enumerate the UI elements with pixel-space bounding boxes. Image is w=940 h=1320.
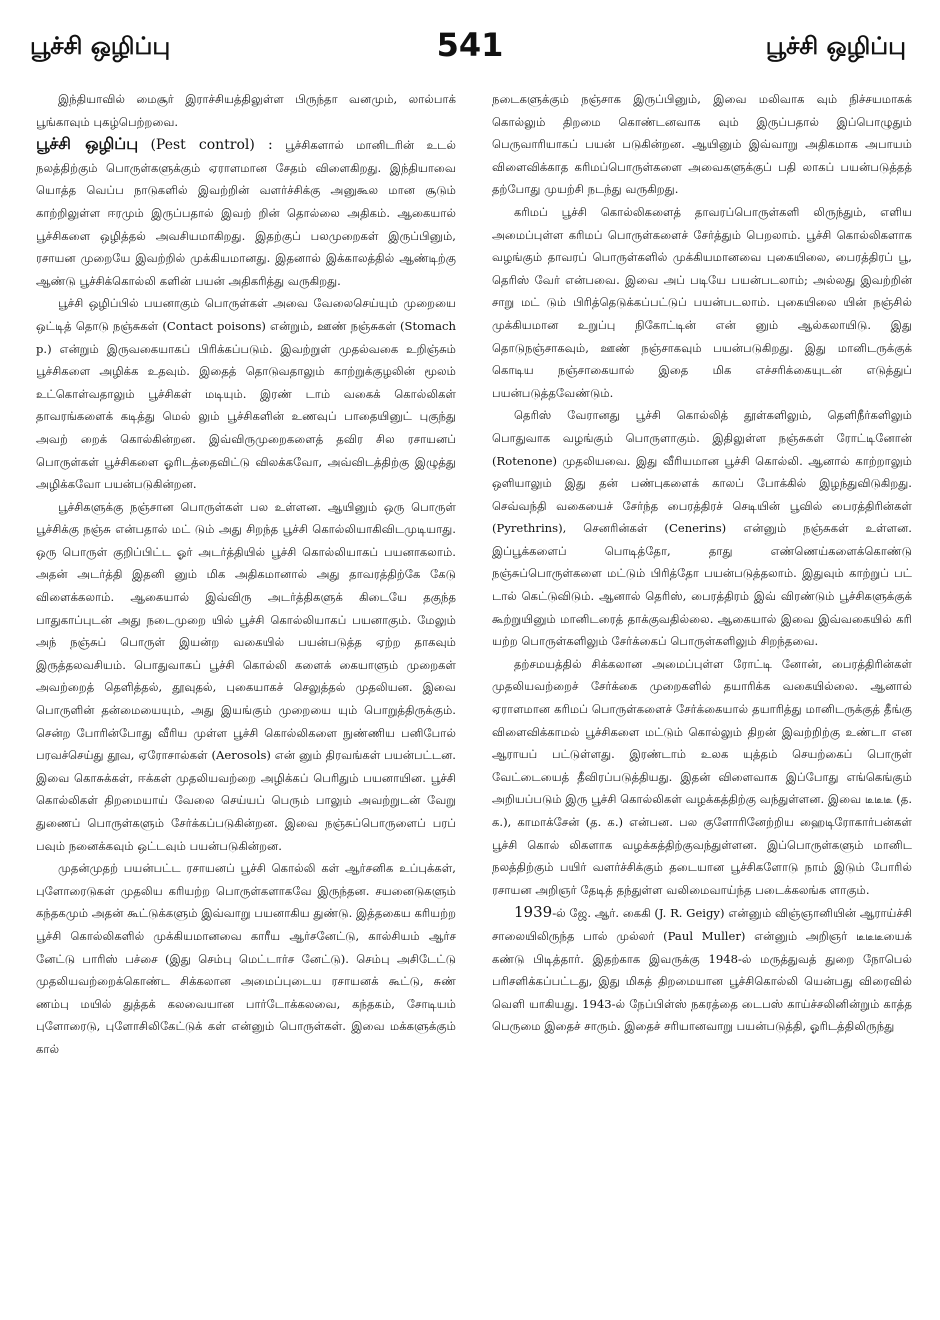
entry-paragraph (36, 133, 456, 292)
intro-paragraph: இந்தியாவில் மைசூர் இராச்சியத்திலுள்ள பிருந்தா வனமும், லால்பாக் பூங்காவும் புகழ்பெற்றவை. (36, 92, 456, 129)
paragraph-early-pesticides: முதன்முதற் பயன்பட்ட ரசாயனப் பூச்சி கொல்லி கள் ஆர்சனிக உப்புக்கள், புளோரைடுகள் முதலிய கரியற்ற பொருள்களாகவே இருந்தன. சயனைடுகளும் கந்தகமும் அதன் கூட்டுக்களும் இவ்வாறு பயனாகிய துண்டு. இத்தகைய கரியற்ற பூச்சி கொல்லிகளில் முக்கியமானவை காரீய ஆர்சனேட்டு, கால்சியம் ஆர்ச னேட்டு பாரிஸ் பச்சை (இது செம்பு மெட்டார்ச னேட்டு). செம்பு அசிடேட்டு முதலியவற்றைக்கொண்ட சிக்கலான அமைப்புடைய ரசாயனக் கூட்டு, சுண் ணம்பு மயில் துத்தக் கலவையான பார்டோக்கலவை, கந்தகம், சோடியம் புளோரைடு, புளோசிலிகேட்டுக் கள் என்னும் பொருள்கள். இவை மக்களுக்கும் கால் (36, 861, 456, 1056)
entry-text: பூச்சிகளால் மானிடரின் உடல் நலத்திற்கும் பொருள்களுக்கும் ஏராளமான சேதம் விளைகிறது. இந்தியாவை யொத்த வெப்ப நாடுகளில் இவற்றின் வளர்ச்சிக்கு அனுகூல மான சூடும் காற்றிலுள்ள ஈரமும் இருப்பதால் இவற் றின் தொல்லை அதிகம். ஆகையால் பூச்சிகளை ஒழித்தல் அவசியமாகிறது. இதற்குப் பலமுறைகள் இருப்பினும், ரசாயன முறையே இவற்றில் முக்கியமானது. இதனால் இக்காலத்தில் ஆண்டிற்கு ஆண்டு பூச்சிக்கொல்லி களின் பயன் அதிகரித்து வருகிறது. (36, 138, 456, 288)
paragraph-synthetic: தற்சமயத்தில் சிக்கலான அமைப்புள்ள ரோட்டி னோன், பைரத்திரின்கள் முதலியவற்றைச் சேர்க்கை முறைகளில் தயாரிக்க வகையில்லை. ஆனால் ஏராளமான கரிமப் பொருள்களைச் சேர்க்கையால் தயாரித்து மானிடருக்குத் தீங்கு விளைவிக்காமல் பூச்சிகளை மட்டும் கொல்லும் திறன் இவற்றிற்கு உண்டா என ஆராயப் பட்டுள்ளது. இரண்டாம் உலக யுத்தம் செயற்கைப் பொருள் வேட்டையைத் தீவிரப்படுத்தியது. இதன் விளைவாக இப்போது எங்கெங்கும் அறியப்படும் இரு பூச்சி கொல்லிகள் வழக்கத்திற்கு வந்துள்ளன. இவை டீடீடீ (த. க.), காமாக்சேன் (த. க.) என்பன. பல குளோரினேற்றிய ஹைடிரோகார்பன்கள் பூச்சி கொல் லிகளாக வழக்கத்திற்குவந்துள்ளன. இப்பொருள்களும் மானிட நலத்திற்கும் பயிர் வளர்ச்சிக்கும் தடையான பூச்சிகளோடு நாம் இடும் போரில் ரசாயன அறிஞர் தேடித் தந்துள்ள வலிமைவாய்ந்த படைக்கலங்க ளாகும். (492, 656, 912, 897)
paragraph-poison-types: பூச்சி ஒழிப்பில் பயனாகும் பொருள்கள் அவை வேலைசெய்யும் முறையை ஒட்டித் தொடு நஞ்சுகள் (Contact poisons) என்றும், ஊண் நஞ்சுகள் (Stomach p.) என்றும் இருவகையாகப் பிரிக்கப்படும். இவற்றுள் முதல்வகை உறிஞ்சும் பூச்சிகளை அழிக்க உதவும். இதைத் தொடுவதாலும் காற்றுக்குழலின் மூலம் உட்கொள்வதாலும் பூச்சிகள் மடியும். இரண் டாம் வகைக் கொல்லிகள் தாவரங்களைக் கடித்து மெல் லும் பூச்சிகளின் உணவுப் பாதையினுட் புகுந்து அவற் றைக் கொல்கின்றன. இவ்விருமுறைகளைத் தவிர சில ரசாயனப் பொருள்கள் பூச்சிகளை ஓரிடத்தைவிட்டு விலக்கவோ, அவ்விடத்திற்கு இழுத்து அழிக்கவோ பயன்படுகின்றன. (36, 296, 456, 492)
right-column (492, 88, 912, 1320)
paragraph-organic-pesticides: கரிமப் பூச்சி கொல்லிகளைத் தாவரப்பொருள்களி லிருந்தும், எளிய அமைப்புள்ள கரிமப் பொருள்களைச் சேர்த்தும் பெறலாம். பூச்சி கொல்லிகளாக வழங்கும் தாவரப் பொருள்களில் முக்கியமானவை புகையிலை, பைரத்திரப் பூ, தெரிஸ் வேர் என்பவை. இவை அப் படியே பயன்படலாம்; அல்லது இவற்றின் சாறு மட் டும் பிரித்தெடுக்கப்பட்டுப் பயன்படலாம். புகையிலை யின் நஞ்சில் முக்கியமான உறுப்பு நிகோட்டின் என் னும் ஆல்கலாயிடு. இது தொடுநஞ்சாகவும், ஊண் நஞ்சாகவும் பயன்படுகிறது. இது மானிடருக்குக் கொடிய நஞ்சாகையால் இதை மிக எச்சரிக்கையுடன் எடுத்துப் பயன்படுத்தவேண்டும். (492, 204, 912, 400)
page-number: 541 (436, 26, 504, 64)
running-head-left: பூச்சி ஒழிப்பு (30, 32, 171, 60)
paragraph-derris-pyrethrum: தெரிஸ் வேரானது பூச்சி கொல்லித் தூள்களிலும், தெளிநீர்களிலும் பொதுவாக வழங்கும் பொருளாகும். இதிலுள்ள நஞ்சுகள் ரோட்டினோன் (Rotenone) முதலியவை. இது வீரியமான பூச்சி கொல்லி. ஆனால் காற்றாலும் ஒளியாலும் இது தன் பண்புகளைக் காலப் போக்கில் இழந்துவிடுகிறது. செவ்வந்தி வகையைச் சேர்ந்த பைரத்திரச் செடியின் பூவில் பைரத்திரின்கள் (Pyrethrins), செனரின்கள் (Cenerins) என்னும் நஞ்சுகள் உள்ளன. இப்பூக்களைப் பொடித்தோ, தாது எண்ணெய்களைக்கொண்டு நஞ்சுப்பொருள்களை மட்டும் பிரித்தோ பயன்படுத்தலாம். இதுவும் காற்றுப் பட் டால் கெட்டுவிடும். ஆனால் தெரிஸ், பைரத்திரம் இவ் விரண்டும் பூச்சிகளுக்குக் கூற்றுயினும் மானிடரைத் தாக்குவதில்லை. ஆகையால் இவை இவ்வகையில் கரி யற்ற பொருள்களிலும் சேர்க்கைப் பொருள்களிலும் சிறந்தவை. (492, 408, 912, 649)
left-column (36, 88, 456, 1320)
paragraph-continued: நடைகளுக்கும் நஞ்சாக இருப்பினும், இவை மலிவாக வும் நிச்சயமாகக் கொல்லும் திறமை கொண்டனவாக வும் இருப்பதால் இப்பொழுதும் பெருவாரியாகப் பயன் படுகின்றன. ஆயினும் இவ்வாறு அதிகமாக அபாயம் விளைவிக்காத கரிமப்பொருள்களை அவைகளுக்குப் பதி லாகப் பயன்படுத்தத் தற்போது முயற்சி நடந்து வருகிறது. (492, 92, 912, 197)
page-header (0, 0, 940, 80)
entry-title-english: (Pest control) : (150, 137, 273, 154)
ddt-history-text: -ல் ஜே. ஆர். கைகி (J. R. Geigy) என்னும் விஞ்ஞானியின் ஆராய்ச்சி சாலையிலிருந்த பால் முல்லர் (Paul Muller) என்னும் அறிஞர் டீடீடீயைக் கண்டு பிடித்தார். இதற்காக இவருக்கு 1948-ல் மருத்துவத் துறை நோபெல் பரிசளிக்கப்பட்டது, இது மிகத் திறமையான பூச்சிகொல்லி யென்பது விரைவில் வெளி யாகியது. 1943-ல் நேப்பிள்ஸ் நகரத்தை டைபஸ் காய்ச்சலினின்றும் காத்த பெருமை இதைச் சாரும். இதைச் சரியானவாறு பயன்படுத்தி, ஓரிடத்திலிருந்து (492, 906, 912, 1034)
running-head-right: பூச்சி ஒழிப்பு (765, 32, 906, 60)
paragraph-ddt-history (492, 901, 912, 1038)
year-1939: 1939 (514, 903, 553, 922)
entry-title: பூச்சி ஒழிப்பு (36, 134, 139, 154)
paragraph-toxicity: பூச்சிகளுக்கு நஞ்சான பொருள்கள் பல உள்ளன. ஆயினும் ஒரு பொருள் பூச்சிக்கு நஞ்சு என்பதால் மட் டும் அது சிறந்த பூச்சி கொல்லியாகிவிடமுடியாது. ஒரு பொருள் குறிப்பிட்ட ஓர் அடர்த்தியில் பூச்சி கொல்லியாகப் பயனாகலாம். அதன் அடர்த்தி இதனி னும் மிக அதிகமானால் அது தாவரத்திற்கே கேடு விளைக்கலாம். ஆகையால் இவ்விரு அடர்த்திகளுக் கிடையே தகுந்த பாதுகாப்புடன் அது நடைமுறை யில் பூச்சி கொல்லியாகப் பயனாகும். மேலும் அந் நஞ்சுப் பொருள் இயன்ற வகையில் பயன்படுத்த ஏற்ற தாகவும் இருத்தலவசியம். பொதுவாகப் பூச்சி கொல்லி களைக் கையாளும் முறைகள் அவற்றைத் தெளித்தல், தூவுதல், புகையாகச் செலுத்தல் முதலியன. இவை பொருளின் தன்மையையும், அது இயங்கும் முறையை யும் பொறுத்திருக்கும். சென்ற போரின்போது வீரிய முள்ள பூச்சி கொல்லிகளை நுண்ணிய பனிபோல் பரவச்செய்து தூவ, ஏரோசால்கள் (Aerosols) என் னும் திரவங்கள் பயன்பட்டன. இவை கொசுக்கள், ஈக்கள் முதலியவற்றை அழிக்கப் பெரிதும் பயனாயின. பூச்சி கொல்லிகள் திறமையாய் வேலை செய்யப் பெரும் பாலும் அவற்றுடன் வேறு துணைப் பொருள்களும் சேர்க்கப்படுகின்றன. இவை நஞ்சுப்பொருளைப் பரப் பவும் நனைக்கவும் ஒட்டவும் பயன்படுகின்றன. (36, 499, 456, 853)
